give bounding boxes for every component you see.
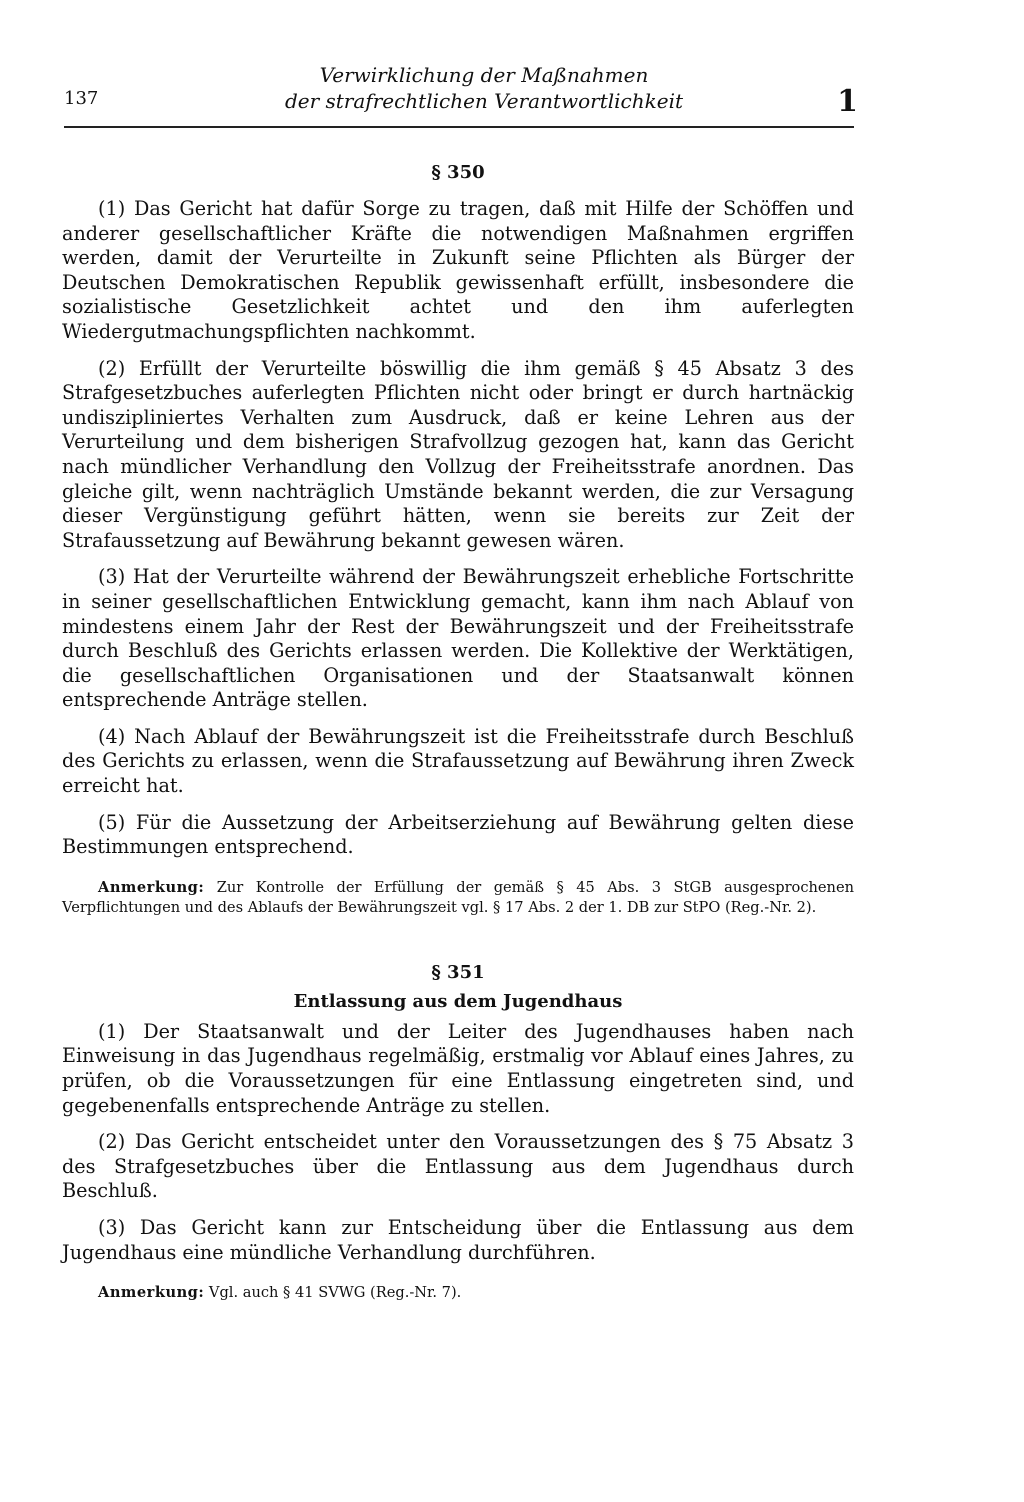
page-number: 137 [64, 88, 99, 109]
running-header [64, 0, 858, 128]
note-label: Anmerkung: [98, 1284, 205, 1302]
note-label: Anmerkung: [98, 878, 205, 896]
section-number: § 350 [431, 162, 485, 183]
running-title-line-2: der strafrechtlichen Verantwortlichkeit [284, 89, 684, 113]
paragraph-351-3: (3) Das Gericht kann zur Entscheidung über die Entlassung aus dem Jugendhaus eine mündliche Verhandlung durchführen. [62, 1216, 854, 1264]
section-351 [62, 962, 854, 1303]
running-title-line-1: Verwirklichung der Maßnahmen [319, 63, 649, 87]
note-text: Vgl. auch § 41 SVWG (Reg.-Nr. 7). [208, 1284, 462, 1302]
paragraph-351-1: (1) Der Staatsanwalt und der Leiter des Jugendhauses haben nach Einweisung in das Jugendhaus regelmäßig, erstmalig vor Ablauf eines Jahres, zu prüfen, ob die Voraussetzungen für eine Entlassung eingetreten sind, und gegebenenfalls entsprechende Anträge zu stellen. [62, 1019, 854, 1117]
running-title [284, 62, 684, 114]
paragraph-350-3: (3) Hat der Verurteilte während der Bewährungszeit erhebliche Fortschritte in seiner gesellschaftlichen Entwicklung gemacht, kann ihm nach Ablauf von mindestens einem Jahr der Rest der Bewährungszeit und der Freiheitsstrafe durch Beschluß des Gerichts erlassen werden. Die Kollektive der Werktätigen, die gesellschaftlichen Organisationen und der Staatsanwalt können entsprechende Anträge stellen. [62, 565, 854, 712]
page-content [62, 162, 854, 1303]
paragraph-350-5: (5) Für die Aussetzung der Arbeitserziehung auf Bewährung gelten diese Bestimmungen entsprechend. [62, 810, 854, 859]
paragraph-350-4: (4) Nach Ablauf der Bewährungszeit ist die Freiheitsstrafe durch Beschluß des Gerichts zu erlassen, wenn die Strafaussetzung auf Bewährung ihren Zweck erreicht hat. [62, 724, 854, 798]
paragraph-350-1: (1) Das Gericht hat dafür Sorge zu tragen, daß mit Hilfe der Schöffen und anderer gesellschaftlicher Kräfte die notwendigen Maßnahmen ergriffen werden, damit der Verurteilte in Zukunft seine Pflichten als Bürger der Deutschen Demokratischen Republik gewissenhaft erfüllt, insbesondere die sozialistische Gesetzlichkeit achtet und den ihm auferlegten Wiedergutmachungspflichten nachkommt. [62, 197, 854, 343]
note-350 [62, 878, 854, 918]
section-350 [62, 162, 854, 918]
paragraph-350-2: (2) Erfüllt der Verurteilte böswillig die ihm gemäß § 45 Absatz 3 des Strafgesetzbuches auferlegten Pflichten nicht oder bringt er durch hartnäckig undiszipliniertes Verhalten zum Ausdruck, daß er keine Lehren aus der Verurteilung und dem bisherigen Strafvollzug gezogen hat, kann das Gericht nach mündlicher Verhandlung den Vollzug der Freiheitsstrafe anordnen. Das gleiche gilt, wenn nachträglich Umstände bekannt werden, die zur Versagung dieser Vergünstigung geführt hätten, wenn sie bereits zur Zeit der Strafaussetzung auf Bewährung bekannt gewesen wären. [62, 356, 854, 552]
section-title: Entlassung aus dem Jugendhaus [293, 990, 623, 1012]
section-marker: 1 [837, 84, 858, 119]
section-number: § 351 [431, 961, 485, 983]
note-351 [62, 1283, 854, 1303]
note-text: Zur Kontrolle der Erfüllung der gemäß § 45 Abs. 3 StGB ausgesprochenen Verpflichtungen und des Ablaufs der Bewährungszeit vgl. § 17 Abs. 2 der 1. DB zur StPO (Reg.-Nr. 2). [62, 878, 854, 916]
paragraph-351-2: (2) Das Gericht entscheidet unter den Voraussetzungen des § 75 Absatz 3 des Strafgesetzbuches über die Entlassung aus dem Jugendhaus durch Beschluß. [62, 1130, 854, 1203]
